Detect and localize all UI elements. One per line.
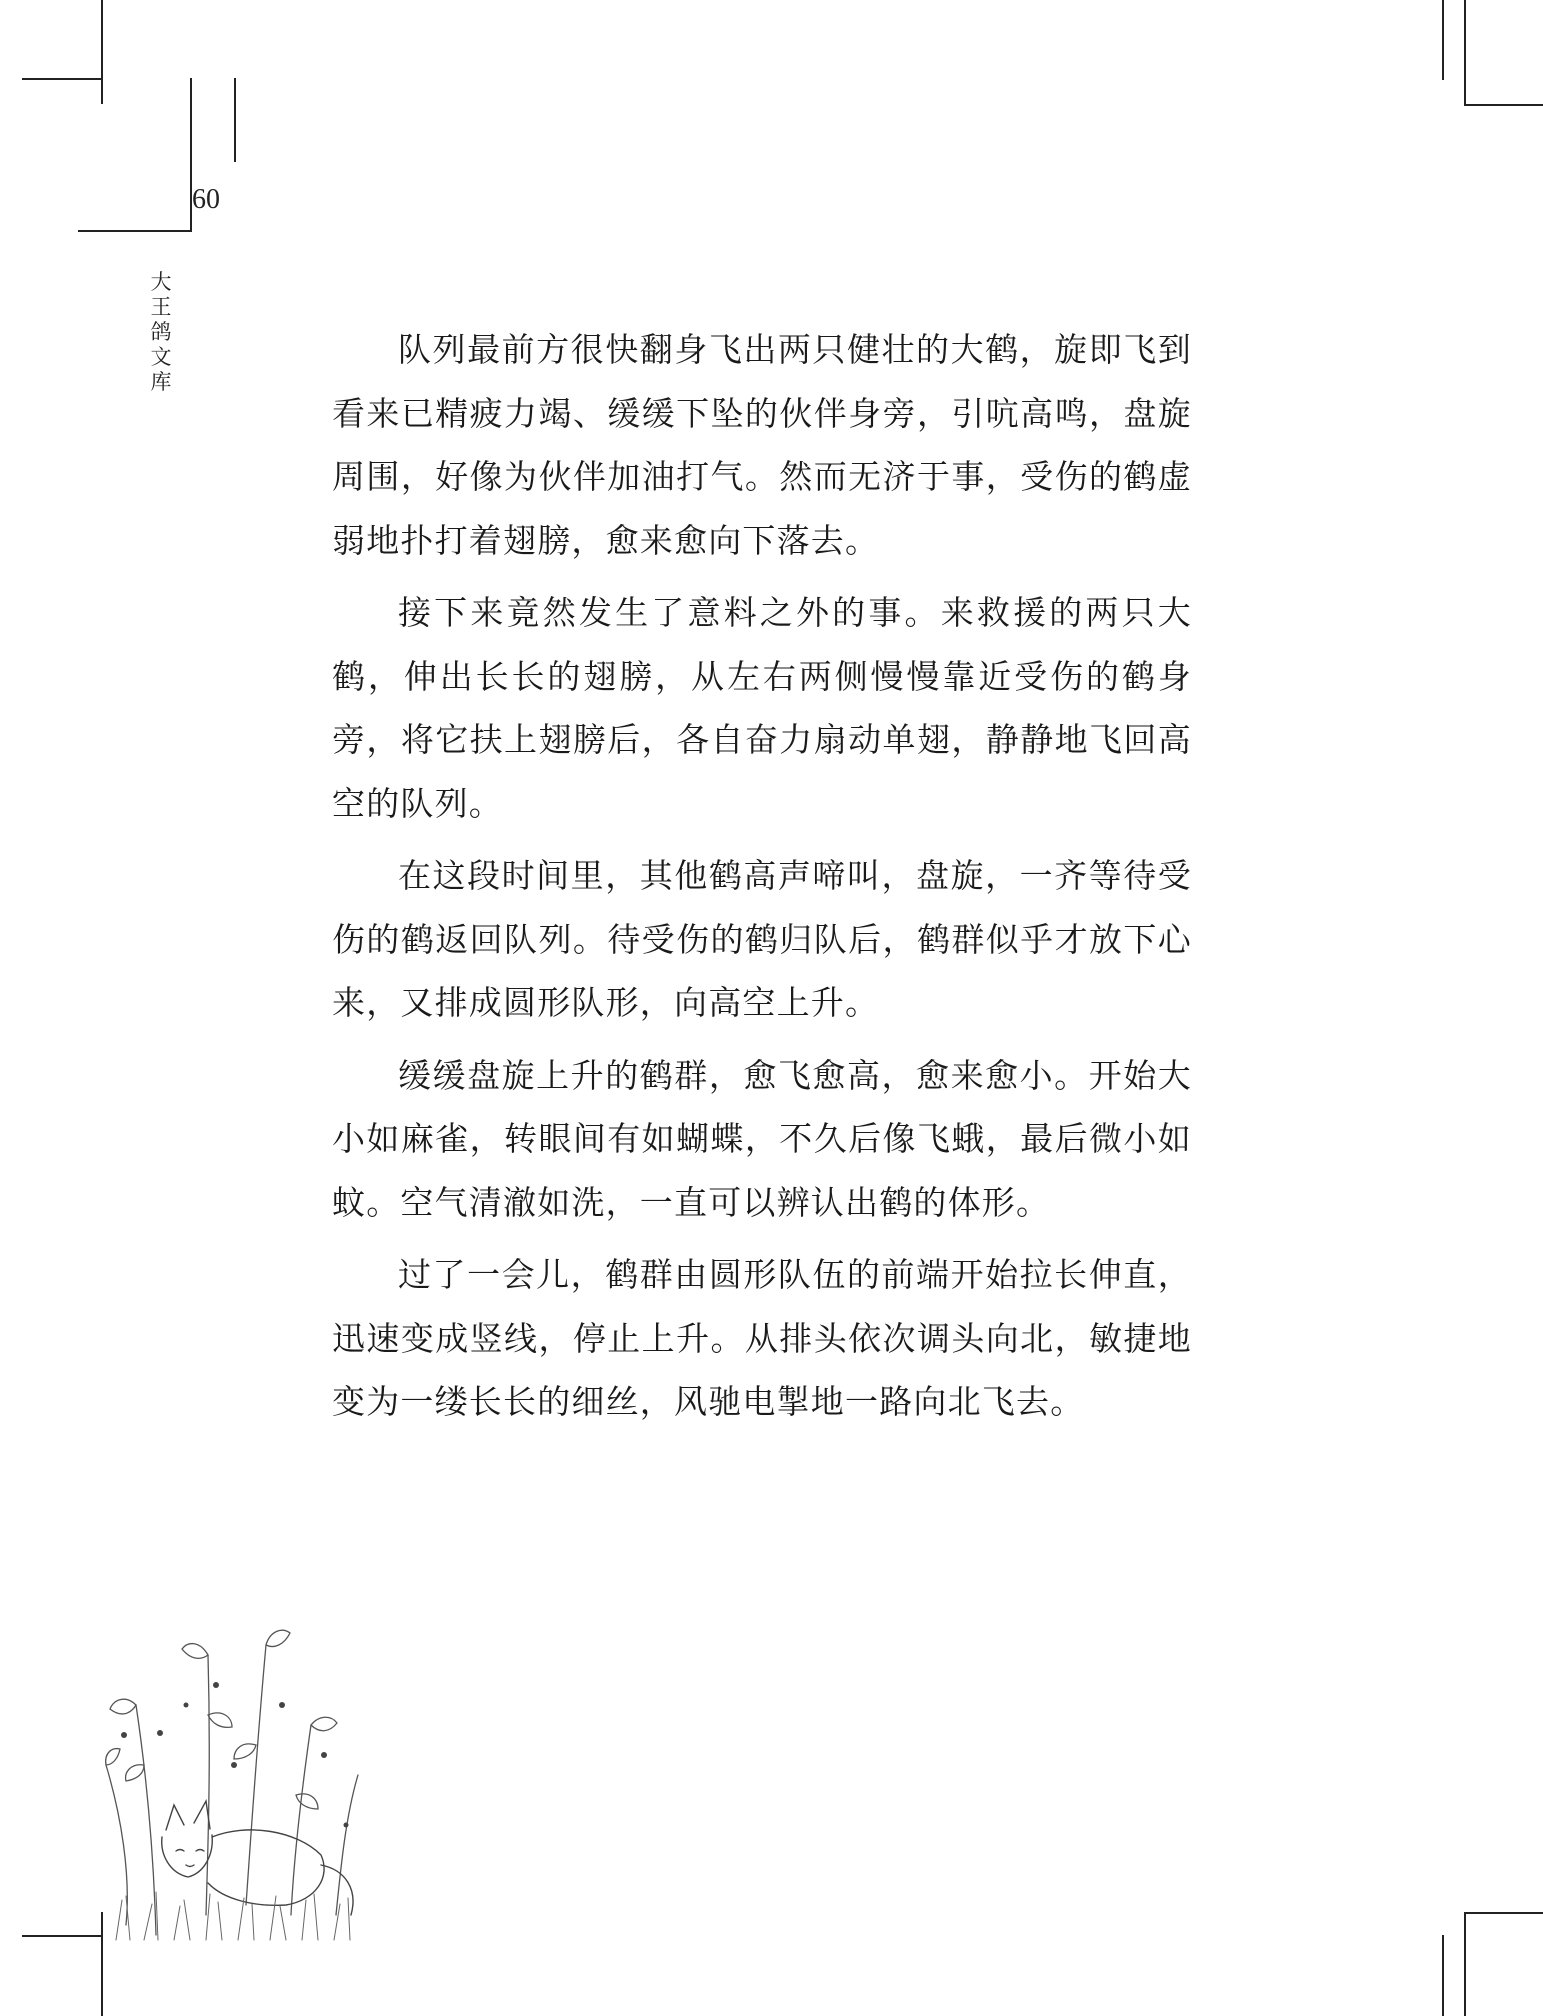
paragraph-3: 在这段时间里，其他鹤高声啼叫，盘旋，一齐等待受伤的鹤返回队列。待受伤的鹤归队后，鹤群似乎才放下心来，又排成圆形队形，向高空上升。	[332, 856, 1192, 1022]
paragraph-1: 队列最前方很快翻身飞出两只健壮的大鹤，旋即飞到看来已精疲力竭、缓缓下坠的伙伴身旁，引吭高鸣，盘旋周围，好像为伙伴加油打气。然而无济于事，受伤的鹤虚弱地扑打着翅膀，愈来愈向下落去。	[332, 330, 1192, 560]
crop-mark-top-left-h2	[78, 230, 192, 232]
body-text	[332, 318, 1192, 1443]
paragraph-5: 过了一会儿，鹤群由圆形队伍的前端开始拉长伸直，迅速变成竖线，停止上升。从排头依次调头向北，敏捷地变为一缕长长的细丝，风驰电掣地一路向北飞去。	[332, 1255, 1192, 1421]
paragraph-2: 接下来竟然发生了意料之外的事。来救援的两只大鹤，伸出长长的翅膀，从左右两侧慢慢靠近受伤的鹤身旁，将它扶上翅膀后，各自奋力扇动单翅，静静地飞回高空的队列。	[332, 593, 1192, 823]
crop-mark-bottom-right-v	[1464, 1912, 1466, 2016]
crop-mark-top-right-v	[1464, 0, 1466, 104]
fox-in-grass-sketch-icon	[96, 1615, 366, 1945]
crop-mark-top-left-h	[22, 78, 102, 80]
crop-mark-top-left-v	[101, 0, 103, 104]
crop-mark-bottom-left-h	[22, 1935, 102, 1937]
paragraph-4: 缓缓盘旋上升的鹤群，愈飞愈高，愈来愈小。开始大小如麻雀，转眼间有如蝴蝶，不久后像飞蛾，最后微小如蚊。空气清澈如洗，一直可以辨认出鹤的体形。	[332, 1055, 1192, 1222]
crop-mark-top-right-v2	[1442, 0, 1444, 80]
page-number: 60	[192, 184, 220, 215]
crop-mark-top-left-v3	[234, 78, 236, 162]
crop-mark-top-right-h	[1464, 104, 1543, 106]
crop-mark-bottom-right-v2	[1442, 1935, 1444, 2016]
series-title: 大王鸽文库	[150, 270, 172, 394]
crop-mark-bottom-right-h	[1464, 1912, 1543, 1914]
